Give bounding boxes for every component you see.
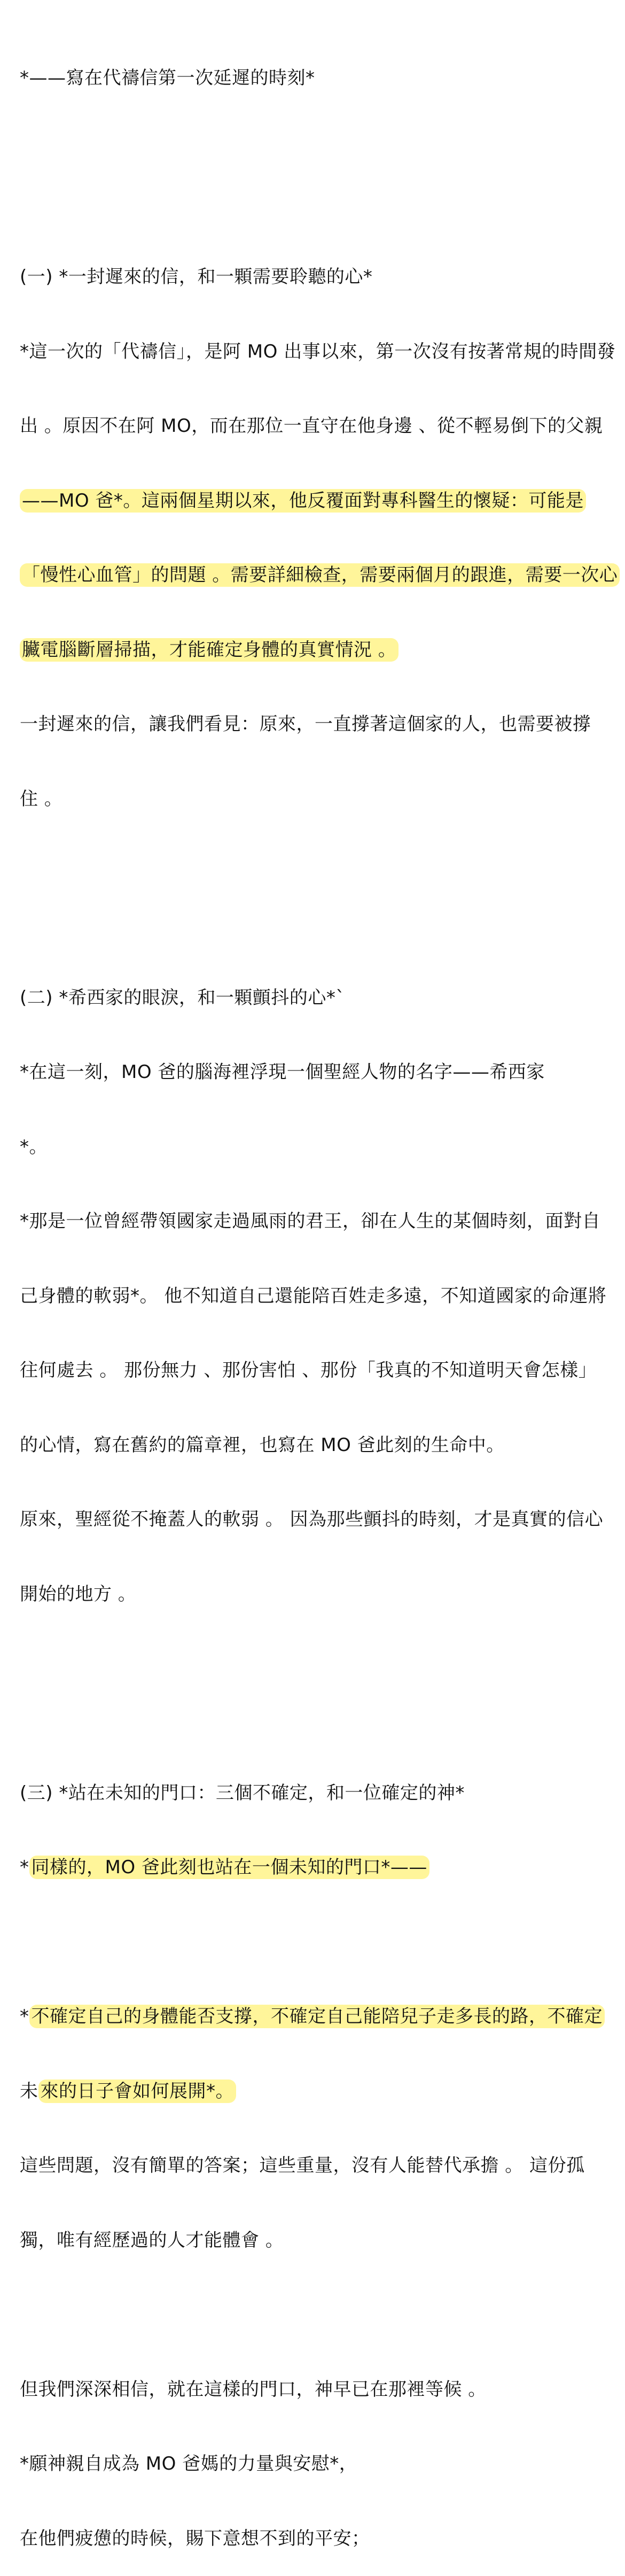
line-prefix: 未: [20, 2080, 38, 2102]
highlight: 同樣的，MO 爸此刻也站在一個未知的門口*——: [29, 1856, 429, 1879]
spacer: [20, 861, 607, 886]
section-3-line-1: [20, 1855, 607, 1880]
section-3-line-8: 在他們疲憊的時候，賜下意想不到的平安；: [20, 2527, 370, 2549]
highlight: 不確定自己的身體能否支撐，不確定自己能陪兒子走多長的路，不確定: [29, 2005, 605, 2028]
spacer: [20, 141, 607, 166]
section-3-line-7: *願神親自成為 MO 爸媽的力量與安慰*，: [20, 2453, 358, 2474]
spacer: [20, 1930, 607, 1955]
letter-document: [20, 16, 618, 2576]
section-1-line-7: 住 。: [20, 788, 63, 810]
section-1-line-4: [20, 563, 618, 588]
line-prefix: *: [20, 2006, 29, 2027]
section-1-line-1: *這一次的「代禱信」，是阿 MO 出事以來，第一次沒有按著常規的時間發: [20, 340, 616, 362]
highlight: 來的日子會如何展開*。: [38, 2080, 237, 2103]
section-2-line-5: 往何處去 。 那份無力 、那份害怕 、那份「我真的不知道明天會怎樣」: [20, 1360, 597, 1381]
title-line: *——寫在代禱信第一次延遲的時刻*: [20, 67, 315, 89]
section-3-line-4: 這些問題，沒有簡單的答案；這些重量，沒有人能替代承擔 。 這份孤: [20, 2155, 585, 2176]
highlight: ——MO 爸*。這兩個星期以來，他反覆面對專科醫生的懷疑：可能是: [20, 489, 586, 513]
section-1-heading: (一) *一封遲來的信，和一顆需要聆聽的心*: [20, 266, 373, 288]
section-3-line-5: 獨，唯有經歷過的人才能體會 。: [20, 2229, 284, 2251]
section-3-line-2: [20, 2004, 607, 2029]
section-3-line-6: 但我們深深相信，就在這樣的門口，神早已在那裡等候 。: [20, 2378, 487, 2400]
section-2-line-6: 的心情，寫在舊約的篇章裡，也寫在 MO 爸此刻的生命中。: [20, 1434, 505, 1456]
section-2-line-1: *在這一刻，MO 爸的腦海裡浮現一個聖經人物的名字——希西家: [20, 1061, 545, 1083]
section-3-line-3: [20, 2079, 607, 2104]
section-2-line-3: *那是一位曾經帶領國家走過風雨的君王，卻在人生的某個時刻，面對自: [20, 1211, 600, 1232]
highlight: 「慢性心血管」的問題 。需要詳細檢查，需要兩個月的跟進，需要一次心: [20, 563, 620, 587]
line-prefix: *: [20, 1857, 29, 1878]
section-3-heading: (三) *站在未知的門口：三個不確定，和一位確定的神*: [20, 1782, 465, 1804]
section-2-line-7: 原來，聖經從不掩蓋人的軟弱 。 因為那些顫抖的時刻，才是真實的信心: [20, 1509, 604, 1530]
section-1-line-5: [20, 638, 607, 663]
section-2-line-8: 開始的地方 。: [20, 1583, 137, 1605]
section-1-line-6: 一封遲來的信，讓我們看見：原來，一直撐著這個家的人，也需要被撐: [20, 713, 591, 735]
section-1-line-2: 出 。原因不在阿 MO，而在那位一直守在他身邊 、從不輕易倒下的父親: [20, 415, 603, 437]
spacer: [20, 2302, 607, 2327]
section-2-heading: (二) *希西家的眼淚，和一顆顫抖的心*`: [20, 987, 345, 1008]
section-2-line-4: 己身體的軟弱*。 他不知道自己還能陪百姓走多遠，不知道國家的命運將: [20, 1285, 607, 1307]
section-1-line-3: [20, 488, 607, 514]
section-2-line-2: *。: [20, 1136, 48, 1158]
highlight: 臟電腦斷層掃描，才能確定身體的真實情況 。: [20, 638, 399, 662]
spacer: [20, 1656, 607, 1681]
